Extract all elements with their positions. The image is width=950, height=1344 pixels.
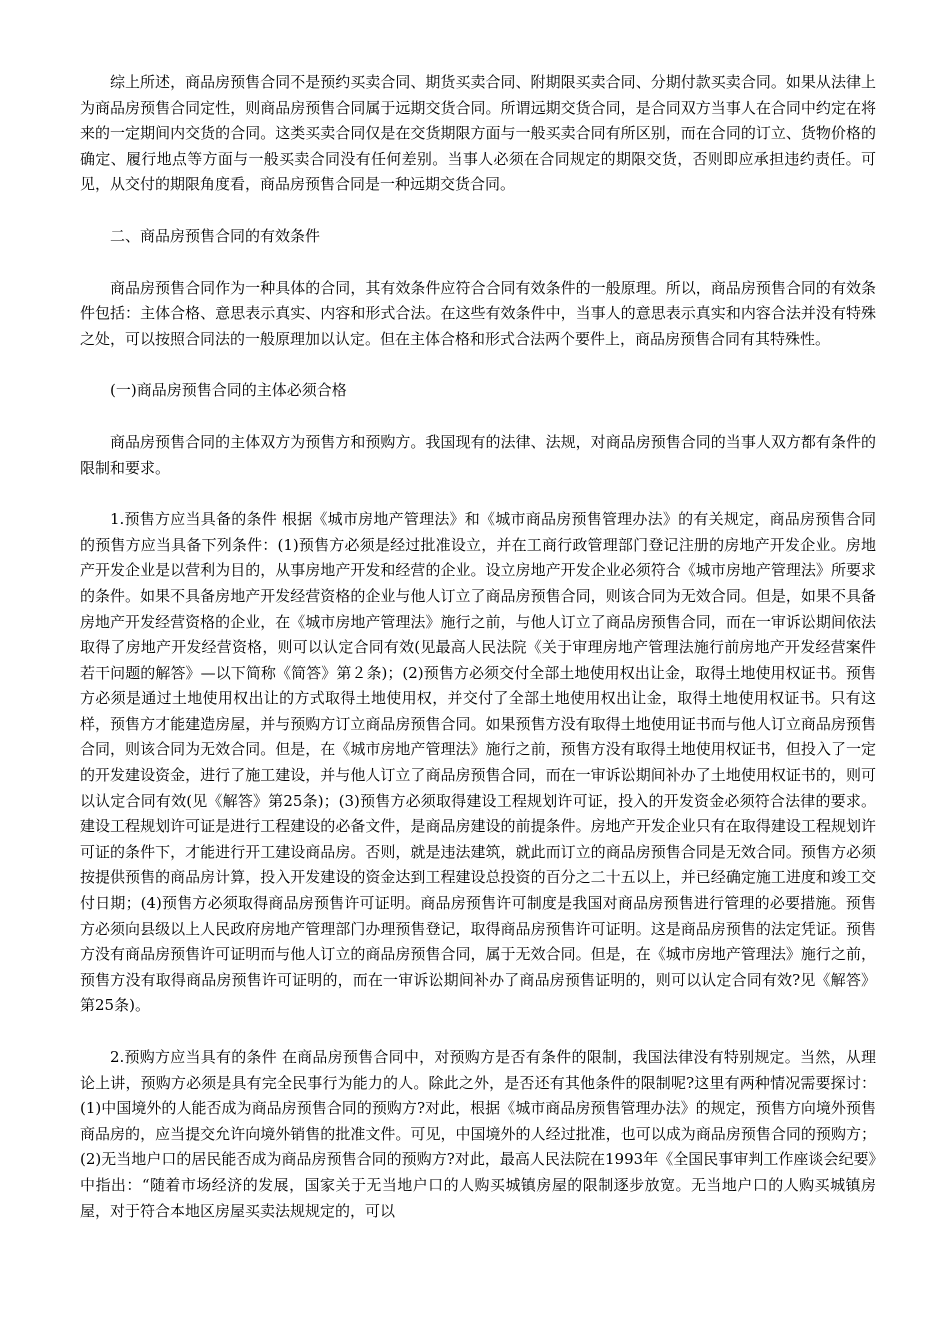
document-page bbox=[80, 70, 876, 1224]
paragraph-gap bbox=[80, 1019, 876, 1045]
paragraph-gap bbox=[80, 404, 876, 430]
paragraph-conclusion: 综上所述，商品房预售合同不是预约买卖合同、期货买卖合同、附期限买卖合同、分期付款买卖合同。如果从法律上为商品房预售合同定性，则商品房预售合同属于远期交货合同。所谓远期交货合同，是合同双方当事人在合同中约定在将来的一定期间内交货的合同。这类买卖合同仅是在交货期限方面与一般买卖合同有所区别，而在合同的订立、货物价格的确定、履行地点等方面与一般买卖合同没有任何差别。当事人必须在合同规定的期限交货，否则即应承担违约责任。可见，从交付的期限角度看，商品房预售合同是一种远期交货合同。 bbox=[80, 73, 876, 194]
paragraph-subject-parties: 商品房预售合同的主体双方为预售方和预购方。我国现有的法律、法规，对商品房预售合同的当事人双方都有条件的限制和要求。 bbox=[80, 432, 876, 477]
paragraph-valid-conditions: 商品房预售合同作为一种具体的合同，其有效条件应符合合同有效条件的一般原理。所以，商品房预售合同的有效条件包括：主体合格、意思表示真实、内容和形式合法。在这些有效条件中，当事人的意思表示真实和内容合法并没有特殊之处，可以按照合同法的一般原理加以认定。但在主体合格和形式合法两个要件上，商品房预售合同有其特殊性。 bbox=[80, 278, 876, 348]
paragraph-gap bbox=[80, 352, 876, 378]
paragraph-gap bbox=[80, 481, 876, 507]
paragraph-gap bbox=[80, 250, 876, 276]
section-heading-valid-conditions: 二、商品房预售合同的有效条件 bbox=[110, 226, 321, 245]
paragraph-seller-conditions: 1.预售方应当具备的条件 根据《城市房地产管理法》和《城市商品房预售管理办法》的有关规定，商品房预售合同的预售方应当具备下列条件：(1)预售方必须是经过批准设立，并在工商行政管理部门登记注册的房地产开发企业。房地产开发企业是以营利为目的，从事房地产开发和经营的企业。设立房地产开发企业必须符合《城市房地产管理法》所要求的条件。如果不具备房地产开发经营资格的企业与他人订立了商品房预售合同，则该合同为无效合同。但是，如果不具备房地产开发经营资格的企业，在《城市房地产管理法》施行之前，与他人订立了商品房预售合同，而在一审诉讼期间依法取得了房地产开发经营资格，则可以认定合同有效(见最高人民法院《关于审理房地产管理法施行前房地产开发经营案件若干问题的解答》—以下简称《简答》第２条)；(2)预售方必须交付全部土地使用权出让金，取得土地使用权证书。预售方必须是通过土地使用权出让的方式取得土地使用权，并交付了全部土地使用权出让金，取得土地使用权证书。只有这样，预售方才能建造房屋，并与预购方订立商品房预售合同。如果预售方没有取得土地使用证书而与他人订立商品房预售合同，则该合同为无效合同。但是，在《城市房地产管理法》施行之前，预售方没有取得土地使用权证书，但投入了一定的开发建设资金，进行了施工建设，并与他人订立了商品房预售合同，而在一审诉讼期间补办了土地使用权证书的，则可以认定合同有效(见《解答》第25条)；(3)预售方必须取得建设工程规划许可证，投入的开发资金必须符合法律的要求。建设工程规划许可证是进行工程建设的必备文件，是商品房建设的前提条件。房地产开发企业只有在取得建设工程规划许可证的条件下，才能进行开工建设商品房。否则，就是违法建筑，就此而订立的商品房预售合同是无效合同。预售方必须按提供预售的商品房计算，投入开发建设的资金达到工程建设总投资的百分之二十五以上，并已经确定施工进度和竣工交付日期；(4)预售方必须取得商品房预售许可证明。商品房预售许可制度是我国对商品房预售进行管理的必要措施。预售方必须向县级以上人民政府房地产管理部门办理预售登记，取得商品房预售许可证明。这是商品房预售的法定凭证。预售方没有商品房预售许可证明而与他人订立的商品房预售合同，属于无效合同。但是，在《城市房地产管理法》施行之前，预售方没有取得商品房预售许可证明的，而在一审诉讼期间补办了商品房预售证明的，则可以认定合同有效?见《解答》第25条)。 bbox=[80, 510, 876, 1015]
paragraph-buyer-conditions: 2.预购方应当具有的条件 在商品房预售合同中，对预购方是否有条件的限制，我国法律没有特别规定。当然，从理论上讲，预购方必须是具有完全民事行为能力的人。除此之外，是否还有其他条件的限制呢?这里有两种情况需要探讨：(1)中国境外的人能否成为商品房预售合同的预购方?对此，根据《城市商品房预售管理办法》的规定，预售方向境外预售商品房的，应当提交允许向境外销售的批准文件。可见，中国境外的人经过批准，也可以成为商品房预售合同的预购方；(2)无当地户口的居民能否成为商品房预售合同的预购方?对此，最高人民法院在1993年《全国民事审判工作座谈会纪要》中指出：“随着市场经济的发展，国家关于无当地户口的人购买城镇房屋的限制逐步放宽。无当地户口的人购买城镇房屋，对于符合本地区房屋买卖法规规定的，可以 bbox=[80, 1048, 876, 1220]
paragraph-gap bbox=[80, 198, 876, 224]
subsection-heading-subject: (一)商品房预售合同的主体必须合格 bbox=[110, 381, 347, 400]
